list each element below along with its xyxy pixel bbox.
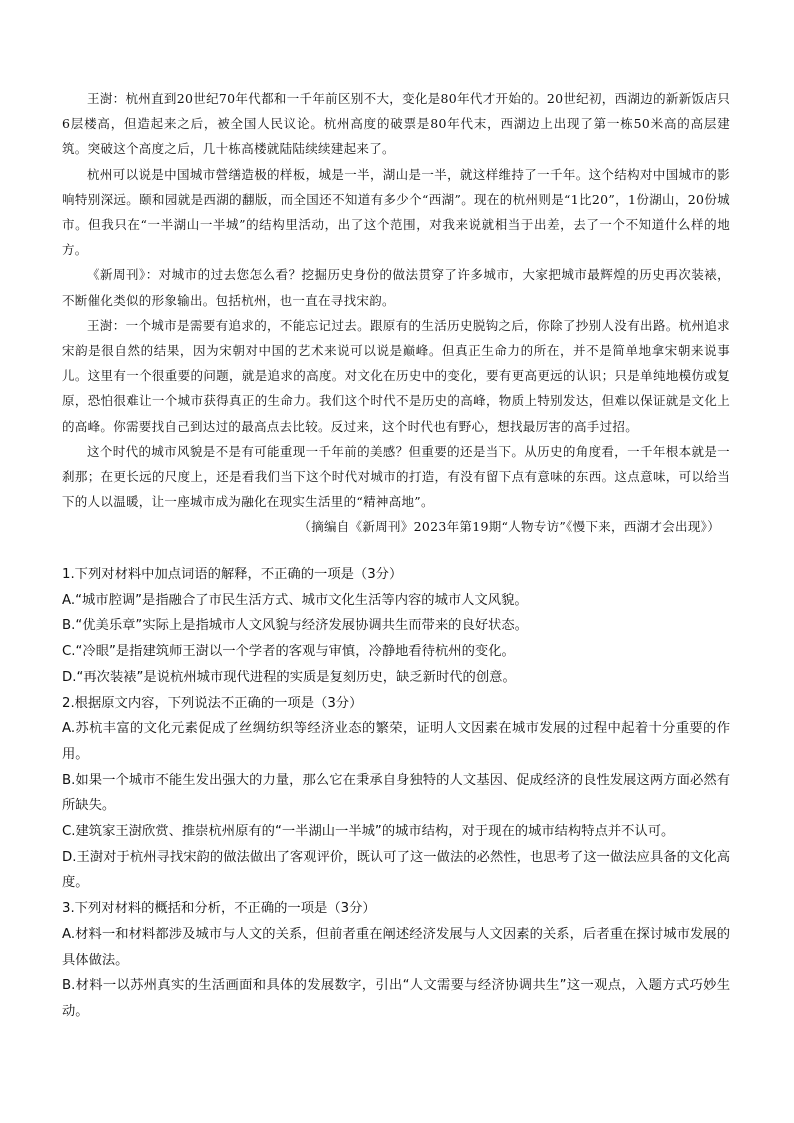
question-option: B.如果一个城市不能生发出强大的力量，那么它在秉承自身独特的人文基因、促成经济的良性发展这两方面必然有所缺失。 bbox=[62, 772, 730, 814]
passage-paragraph: 杭州可以说是中国城市營缮造极的样板，城是一半，湖山是一半，就这样维持了一千年。这个结构对中国城市的影响特别深远。颐和园就是西湖的翻版，而全国还不知道有多少个“西湖”。现在的杭州则是“1比20”，1份湖山，20份城市。但我只在“一半湖山一半城”的结构里活动，出了这个范围，对我来说就相当于出差，去了一个不知道什么样的地方。 bbox=[62, 166, 730, 258]
question-option: A.苏杭丰富的文化元素促成了丝绸纺织等经济业态的繁荣，证明人文因素在城市发展的过程中起着十分重要的作用。 bbox=[62, 721, 730, 762]
question-option: D.“再次装裱”是说杭州城市现代进程的实质是复刻历史，缺乏新时代的创意。 bbox=[62, 669, 516, 685]
question-2 bbox=[62, 691, 730, 897]
passage-source: （摘编自《新周刊》2023年第19期“人物专访”《慢下来，西湖才会出现》） bbox=[298, 519, 720, 535]
question-option: C.建筑家王澍欣赏、推崇杭州原有的“一半湖山一半城”的城市结构，对于现在的城市结构特点并不认可。 bbox=[62, 824, 675, 840]
question-3 bbox=[62, 896, 730, 1025]
reading-passage bbox=[62, 86, 730, 540]
question-option: B.材料一以苏州真实的生活画面和具体的发展数字，引出“人文需要与经济协调共生”这一观点，入题方式巧妙生动。 bbox=[62, 978, 730, 1019]
question-option: D.王澍对于杭州寻找宋韵的做法做出了客观评价，既认可了这一做法的必然性，也思考了这一做法应具备的文化高度。 bbox=[62, 849, 730, 891]
question-option: B.“优美乐章”实际上是指城市人文风貌与经济发展协调共生而带来的良好状态。 bbox=[62, 618, 528, 634]
question-stem: 1.下列对材料中加点词语的解释，不正确的一项是（3分） bbox=[62, 567, 403, 582]
question-1 bbox=[62, 562, 730, 691]
question-list bbox=[62, 562, 730, 1025]
question-option: C.“冷眼”是指建筑师王澍以一个学者的客观与审慎，冷静地看待杭州的变化。 bbox=[62, 644, 515, 660]
question-stem: 2.根据原文内容，下列说法不正确的一项是（3分） bbox=[62, 695, 363, 711]
passage-paragraph: 王澍：杭州直到20世纪70年代都和一千年前区别不大，变化是80年代才开始的。20世纪初，西湖边的新新饭店只6层楼高，但造起来之后，被全国人民议论。杭州高度的破票是80年代末，西湖边上出现了第一栋50米高的高层建筑。突破这个高度之后，几十栋高楼就陆陆续续建起来了。 bbox=[62, 91, 730, 157]
question-option: A.材料一和材料都涉及城市与人文的关系，但前者重在阐述经济发展与人文因素的关系，后者重在探讨城市发展的具体做法。 bbox=[62, 926, 730, 968]
question-stem: 3.下列对材料的概括和分析，不正确的一项是（3分） bbox=[62, 901, 376, 917]
passage-paragraph: 这个时代的城市风貌是不是有可能重现一千年前的美感？但重要的还是当下。从历史的角度看，一千年根本就是一刹那；在更长远的尺度上，还是看我们当下这个时代对城市的打造，有没有留下点有意味的东西。这点意味，可以给当下的人以温暖，让一座城市成为融化在现实生活里的“精神高地”。 bbox=[62, 443, 730, 510]
question-option: A.“城市腔调”是指融合了市民生活方式、城市文化生活等内容的城市人文风貌。 bbox=[62, 592, 528, 608]
passage-paragraph: 《新周刊》：对城市的过去您怎么看？挖掘历史身份的做法贯穿了许多城市，大家把城市最辉煌的历史再次装裱，不断催化类似的形象输出。包括杭州，也一直在寻找宋韵。 bbox=[62, 267, 730, 308]
passage-paragraph: 王澍：一个城市是需要有追求的，不能忘记过去。跟原有的生活历史脱钩之后，你除了抄别人没有出路。杭州追求宋韵是很自然的结果，因为宋朝对中国的艺术来说可以说是巅峰。但真正生命力的所在，并不是简单地拿宋朝来说事儿。这里有一个很重要的问题，就是追求的高度。对文化在历史中的变化，要有更高更远的认识；只是单纯地模仿或复原，恐怕很难让一个城市获得真正的生命力。我们这个时代不是历史的高峰，物质上特别发达，但难以保证就是文化上的高峰。你需要找自己到达过的最高点去比较。反过来，这个时代也有野心，想找最厉害的高手过招。 bbox=[62, 317, 730, 434]
